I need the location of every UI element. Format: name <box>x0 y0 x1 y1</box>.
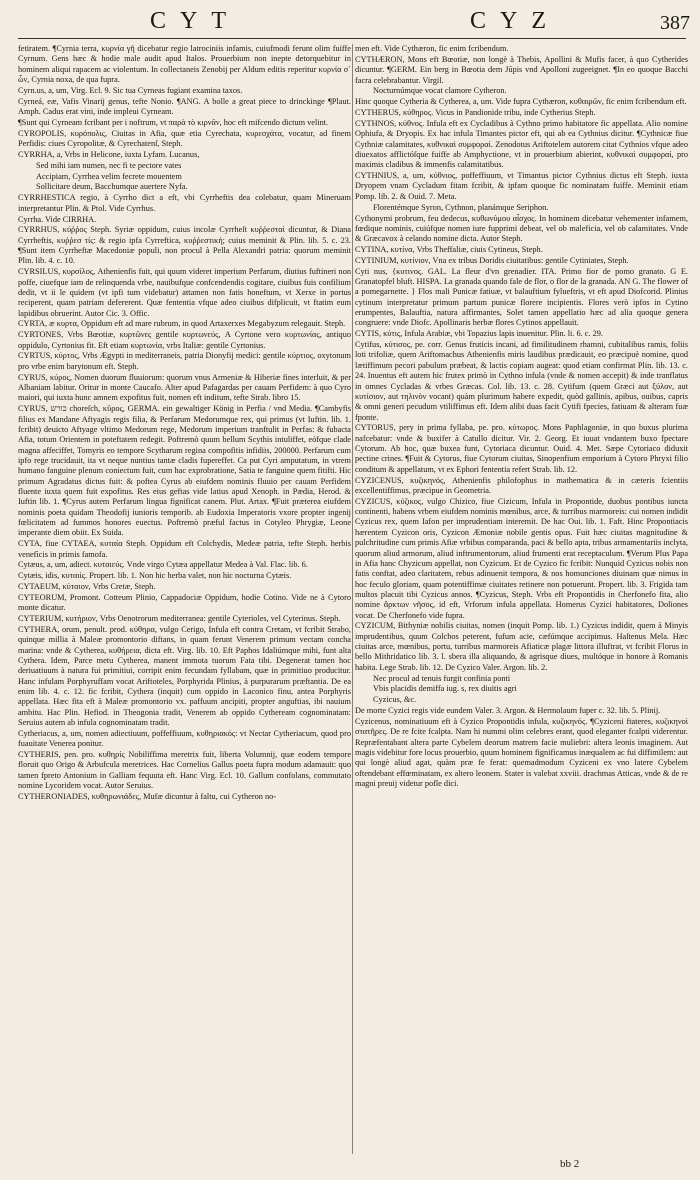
left-column <box>18 44 351 1154</box>
dictionary-entry: CYTINIUM, κυτίνιον, Vna ex tribus Doridis ciuitatibus: gentile Cytiniates, Steph. <box>355 255 629 265</box>
dictionary-entry: CYRRHA, a, Vrbs in Helicone, iuxta Lyfam. Lucanus, <box>18 149 200 159</box>
dictionary-entry: fetiratem. ¶Cyrnia terra, κυρνία γῆ dicebatur regio latrociniis infamis, cuiufmodi ferunt olim fuiffe Cyrnum. Gens hæc & hodie male audit apud Italos. Prouerbium non inepte detorquebitur in hominem aliqui rapacem ac violentum. In collectaneis Zenobij per Aldum editis reperitur κυρνία σ᾽ ὧν, Cyrnia noxa, de qua fupra. <box>18 44 351 85</box>
dictionary-entry: De morte Cyzici regis vide eundem Valer. 3. Argon. & Hermolaum fuper c. 32. lib. 5. Plinij. <box>355 706 661 716</box>
dictionary-entry: CYTHERUS, κύθηρος. Vicus in Pandionide tribu, inde Cytherius Steph. <box>355 108 596 118</box>
dictionary-entry: Florentémque Syron, Cythnon, planámque Seriphon. <box>373 202 549 212</box>
dictionary-entry: CYTA, fiue CYTAEA, κυταία Steph. Oppidum eft Colchydis, Medeæ patria, tefte Steph. herbis venefìcis in primis famofa. <box>18 539 351 559</box>
dictionary-entry: Vbis placidis demiffa iug. s, rex diuitis agri <box>373 684 517 694</box>
right-headword: CYZ <box>470 8 560 34</box>
dictionary-entry: Cyzicenus, nominatiuum eft à Cyzico Propontidis infula, κυζικηνός. ¶Cyziceni ftateres, κυζικηνοὶ στατῆρες. De re fcite fcalpta. Nam hi nummi olim celebres erant, quod eleganter fcalpti viderentur. Repræfentabant altera parte Cybelem deorum matrem facie muliebri: altera leonis imaginem. Aut magis videbitur fore locus prouerbio, quum hominem fignificamus inæqualem ac fui diffimilem: aut qui longè aliud agat, quàm præ fe ferat: quemadmodum Cyziceni ex vno latere Cybelem oftendebant effœminatam, ex altero leonem. Stater is valebat xxviii. drachmas Atticas, vnde & de re magni preuij videtur pofle dici. <box>355 717 688 789</box>
dictionary-entry: CYTHERA, orum, penult. prod. κύθηρα, vulgo Cerigo, Infula eft contra Cretam, vt fcribit Strabo, quinque millia à Maleæ promontorio diftans, in quam ferunt Venerem primum vectam concha marina: vnde & Cytherea, κυθήρεια, dicta eft. Virg. lib. 10. Eft Paphos Idaliúmque mihi, funt alta Cythera. Idem, Parce metu Cytherea, manent immota tuorum Fata tibi. Degenerat tamen hoc deriuatiuum à natura fui primitiui, corripit enim fecundam fyllabam, quæ in primitiuo producitur. Hanc infulam Porphyruffam vocat Ariftoteles, Porphyrida Plinius, à purpurarum præftantia. De ea enim lib. 4. c. 12. fic fcribit, Cythera (inquit) cum oppido in Laconico finu, antea Porphyris appellata. Hæc fita eft à Maleæ promontorio vx. paffuum ancipiti, propter anguftias, ibi nauium ambitu. Hac Plin. Hefiod. in Theogonia tradit, Venerem ab oppido Cytheream cognominatam: Seruius autem ab infula cognominatam tradit. <box>18 624 351 727</box>
signature-mark: bb 2 <box>560 1158 580 1170</box>
dictionary-entry: Cyti nus, {κυτινος. GAL. La fleur d'vn grenadier. ITA. Primo fior de pomo granato. G E. Granatopfel bluft. HISPA. La granada quando fale de flor, o flor de la granada. AN G. The flower of a pomegarnette. } Flos mali Punicæ fatiuæ, vt balauftium fylueftris, vt eft apud Diofcorid. Plinius cytinum interpretatur primum partum punicæ florere incipientis. Flores verò ipfos in Cytino erumpentes, Balauftia, natura affirmantes, Solet tamen appellatio hæc ad alia quoque genera congruere: vnde Diofc. Apollinaris herbæ flores Cytinos appellauit. <box>355 266 688 328</box>
dictionary-entry: CYRSILUS, κυρσίλος, Athenienfis fuit, qui quum videret imperium Perfarum, diutius fuftineri non poffe, ciuefque iam de relinquenda vrbe, nauibufque confcendendis cogitare, ciuibus fuis confilium dedit, vt ii le quidem (vt ipfi tum videbatur) attamen non fatis honeftum, vt Xerxe in portus reciperent, quam patriam defererent. Quæ fententia vfque adeo ciuibus difplicuit, vt ftatim eum lapidibus obruerint. Autor Cic. 3. Offic. <box>18 267 351 318</box>
dictionary-entry: Nocturnúmque vocat clamore Cytheron. <box>373 86 507 96</box>
dictionary-entry: Nec procul ad tenuis furgit confinia ponti <box>373 673 511 683</box>
dictionary-entry: Cyrn.us, a, um, Virg. Ecl. 9. Sic tua Cyrneas fugiant examina taxos. <box>18 85 243 95</box>
dictionary-entry: CYRUS, κύρος, Nomen duorum fluuiorum: quorum vnus Armeniæ & Hiberiæ fines interluit, & per Albaniam labitur. Oritur in monte Caucafo. Alter apud Pafagardas per cauam Perfidem: à quo Cyro maiori, qui iuxta hunc amnem expofitus fuit, nomen eft inditum, tefte Strab. libro 15. <box>18 372 351 403</box>
dictionary-entry: Cytæis, idis, κυταιίς. Propert. lib. 1. Non hic herba valet, non hic nocturna Cytæis. <box>18 571 292 581</box>
dictionary-entry: CYRRHESTICA regio, à Cyrrho dict a eft, vbi Cyrrheftis dea colebatur, quam Mineruam interpretantur Plin. & Ptol. Vide Cyrrhus. <box>18 193 351 213</box>
dictionary-entry: Sollicitare deum, Bacchumque auertere Nyfa. <box>36 182 188 192</box>
dictionary-entry: CYTHÆRON, Mons eft Bœotiæ, non longè à Thebis, Apollini & Mufis facer, à quo Cytherides dicuntur. ¶GERM. Ein berg in Bœotia dem Jūpis vnd Apolloni zugeeignet. ¶In eo quoque Bacchi facra celebrabantur. Virgil. <box>355 54 688 85</box>
dictionary-entry: CYZICUM, Bithyniæ nobilis ciuitas, nomen (inquit Pomp. lib. 1.) Cyzicus indidit, quem à Minyis imprudentibus, quum Colchos peterent, fufum acie, cæfúmque accipimus. Haſtenus Mela. Hæc ciuitas arce, mœnibus, portu, turribus marmoreis Afiaticæ plagæ littora illuftrat, vt fcribit Florus in bello Mithridatico lib. 3. l. sbera illa aliquando, & agrisque diues, multóque in honore à Romanis habita. Lege Strab. lib. 12. De Cyzico Valer. Argon. lib. 2. <box>355 621 688 672</box>
dictionary-entry: CYTIS, κύτις, Infula Arabiæ, vbi Topazius lapis inuenitur. Plin. li. 6. c. 29. <box>355 329 604 339</box>
left-headword: CYT <box>150 8 240 34</box>
column-divider <box>352 44 353 1154</box>
dictionary-entry: Cyzicus, &c. <box>373 695 417 705</box>
dictionary-entry: Accipiam, Cyrrhea velim fecrete mouentem <box>36 171 182 181</box>
dictionary-entry: CYRUS, כורש choreſch, κῦρος, GERMA. ein gewaltiger König in Perfia / vnd Media. ¶Cambyfis filius ex Mandane Aftyagis regis filia, & Perfarum Medorumque rex, qui primus (vt Iuftin. lib. 1. fcribit) deuicto Aftyage vltimo Medorum rege, Medorum imperium tranftulit in Perfas: & fubacta Afia, totum Orientem in poteftatem redegit. Poftremò quum bellum Scythis intuliffet, eófque clade magna affeciffet, Tomyris eo tempore Scytharum regina compofitis infidiis, 200000. Perfarum cum ipfo rege trucidauit, ita vt neque nuntius tantæ cladis fupereffet. Ca put Cyri amputatum, in vtrem humano fanguine plenum coniectum fuit, cum hac exprobratione, Satia te fanguine quem fitifti. Hic primum Agradatus dictus fuit: & poftea Cyrus ab eiufdem nominis fluuio per cauam Perfidem fluente iuxta quem fuit expofitus. Res eius geftas vide latius apud Xenoph. in Pædia, Herod. & Iuftin lib. 1. ¶Cyrus autem Perfarum lingua fignificat canem. Plut. Artax. ¶Fuit præterea eiufdem nominis poeta quidam Theodofij iunioris temporib. ab Eudoxia Imperatoris vxore propter ingenij fœlicitatem ad fummos honores euectus. Poftremò præful factus in Cotyleo Phrygiæ, Leone imperante diem obiit. Ex Suida. <box>18 404 351 538</box>
dictionary-entry: CYRRHUS, κύῤῥος Steph. Syriæ oppidum, cuius incolæ Cyrrheſt κυῤῥεσταὶ dicuntur, & Diana Cyrrheftis, κυῤῥεσ τίς: & regio ipfa Cyrreftica, κυῤῥεστικὴ; cuius meminit & Plin. lib. 5. c. 23. ¶Sunt item Cyrrheftæ Macedoniæ populi, non procul à Pella Alexandri patria: quorum meminit Plin. lib. 4. c. 10. <box>18 225 351 266</box>
dictionary-entry: Cytheriacus, a, um, nomen adiectiuum, poffeffiuum, κυθηριακός: vt Nectar Cytheriacum, quod pro fuauitate Venerea ponitur. <box>18 728 351 749</box>
dictionary-entry: CYTHNIUS, a, um, κύθνιος, poffeffiuum, vt Timantus pictor Cythnius dictus eft Steph. iuxta Dryopem vnam Cycladum fitam fcribit, & ipfam quoque fic nominatam fuiffe. Meminit etiam Pomp. lib. 2. & Ouid. 7. Meta. <box>355 171 688 201</box>
dictionary-entry: Hinc quoque Cytheria & Cytherea, a, um. Vide fupra Cythæron, κυθαιρῶν, fic enim fcribendum eft. <box>355 97 687 107</box>
dictionary-entry: Cytifus, κύτισος, pe. corr. Genus fruticis incani, ad fimilitudinem rhamni, cubitalibus ramis, foliis loti trifoliæ, quem Ariftomachus Athenienfis miris laudibus prædicauit, eo præcipuè nomine, quod lætiffimum pecori pabulum præbeat, & lactis copiam augeat: quod etiam confirmat Plin. lib. 13. c. 24. Inuentus eft autem hic frutex primò in Cythno infula (vnde & nomen accepit) & inde tranflatus in omnes Cycladas & vrbes Græcas. Col. lib. 13. c. 28. Cytifum (quem Græci aut ξύλον, aut κυτίσιον, aut τηλινὸν vocant) quàm plurimum habere expedit, quòd gallinis, apibus, ouibus, capris & omni generi pecudum vtiliffimus eft. Idem alibi duas facit Cytifi fpecies, fatiuam & alteram fuæ fponte. <box>355 340 688 422</box>
header-rule <box>18 38 686 39</box>
running-header <box>0 8 700 38</box>
dictionary-entry: CYROPOLIS, κυρόπολις, Ciuitas in Afia, quæ etia Cyrechata, κυρεσχάτα, vocatur, ad finem Perfidis: ciues Cyropolitæ, & Cyrechatenſ, Steph. <box>18 128 351 149</box>
dictionary-entry: Cythonymi probrum, feu dedecus, κυθωνύμου αἶσχος. In hominem dicebatur vehementer infamem, fœdique nominis, cuiúfque nomen iure fupprimi debeat, vel ob maleficia, vel ob calamitates. Vnde & Græcavox à celando nomine dicta. Autor Steph. <box>355 213 688 244</box>
dictionary-entry: men eft. Vide Cythæron, fic enim fcribendum. <box>355 44 509 53</box>
dictionary-entry: Cyrneá, eæ, Vafis Vinarij genus, tefte Nonio. ¶ANG. A bolle a great piece to drinckinge ¶Plaut. Amph. Cadus erat vini, inde impleui Cyrneam. <box>18 96 351 117</box>
dictionary-entry: CYTEORUM, Promont. Cotteum Plinio, Cappadociæ Oppidum, hodie Cotino. Vide ne à Cytoro monte dicatur. <box>18 592 351 613</box>
dictionary-entry: CYTINA, κυτίνα, Vrbs Theffaliæ, ciuis Cytineus, Steph. <box>355 245 543 255</box>
dictionary-entry: CYTHERIS, pen. pro. κυθηρίς Nobiliffima meretrix fuit, liberta Volumnij, quæ eodem tempore floruit quo Origo & Arbufcula meretrices. Hac Cornelius Gallus poeta fupra modum adamauit: quo tamen fpreto Antonium in Galliam fequuta eft. Hanc Virg. Ecl. 10. Gallum confolans, commutato nomine Lycoridem vocat. Autor Seruius. <box>18 750 351 791</box>
dictionary-entry: CYTERIUM, κυτήριον, Vrbs Oenotrorum mediterranea: gentile Cyterioles, vel Cyterinus. Steph. <box>18 614 341 624</box>
dictionary-entry: CYTORUS, pery in prima fyllaba, pe. pro. κύτωρος. Mons Paphlagoniæ, in quo buxus plurima nafcebatur: vnde & buxifer à Catullo dicitur. Vir. 2. Georg. Et iuuat vndantem buxo fpectare Cytorum. Ab hoc, quæ buxea funt, Cytoriaca dicuntur. Ouid. 4. Met. Sæpe Cytoriaco diduxit pectine crines. ¶Fuit & Cytorus, fiue Cytorum ciuitas, Sinopenfium emporium à Cytoro Phryxi filio conditum & appellatum, vt ex Ephori fententia refert Strab. lib. 12. <box>355 423 688 474</box>
dictionary-entry: Cyrrha. Vide CIRRHA. <box>18 214 97 224</box>
dictionary-entry: ¶Sunt qui Cyrneam fcribant per i noftrum, vt παρὰ τὸ κιρνᾶν, hoc eft mifcendo dictum velint. <box>18 117 329 127</box>
dictionary-entry: CYRTONES, Vrbs Bœotiæ, κυρτῶνες gentile κυρτωνεύς, A Cyrtone vero κυρτωνίας, antiquo oppidulo, Cyrtonius fit. Eft etiam κυρτωνία, vrbs Italiæ: gentile Cyrtonius. <box>18 330 351 350</box>
dictionary-entry: CYTHERONIADES, κυθηρωνιάδες, Mufæ dicuntur à faltu, cui Cytheron no- <box>18 791 277 801</box>
dictionary-entry: Sed mihi iam numen, nec fi te pectore vates <box>36 160 182 170</box>
dictionary-entry: CYRTUS, κύρτος, Vrbs Ægypti in mediterraneis, patria Dionyfij medici: gentile κύρτιος, oxytonum pro vrbe enim barytonum eft. Steph. <box>18 351 351 371</box>
dictionary-entry: CYTHNOS, κύθνος. Infula eft ex Cycladibus à Cythno primo habitatore fic appellata. Alio nomine Ophiufa, & Dryopis. Ex hac infula Timantes pictor eft, qui ab ea Cythnius dicitur. ¶Cythnicæ fiue Cythniæ calamitates, κυθνικαὶ συμφοραί. Zenodotus Ariftotelem autorem citat Cythnios vfque adeo diuexatos afflictóſque fuiffe ab Amphyctione, vt in prouerbium abierint, κυθνικαὶ συμφοραί, pro maximis cladibus & immenfis calamitatibus. <box>355 118 688 170</box>
dictionary-entry: Cytæus, a, um, adiect. κυταιεύς. Vnde virgo Cytæa appellatur Medea à Val. Flac. lib. 6. <box>18 560 308 570</box>
dictionary-entry: CYRTA, æ κυρτα, Oppidum eft ad mare rubrum, in quod Artaxerxes Megabyzum relegauit. Steph. <box>18 319 346 329</box>
page-number: 387 <box>660 12 690 34</box>
right-column <box>355 44 688 1154</box>
dictionary-entry: CYZICUS, κύζικος, vulgo Chizico, fiue Cizicum, Infula in Propontide, duobus pontibus iuncta continenti, habens vrbem eiufdem nominis mœnibus, arce, & turribus marmoreis: cui nomen indidit Cyzicus rex, quem Iafon per imprudentiam interemit. De hac Oui. lib. 1. Faft. Hinc Propontiacis hærentem Cyzicon oris, Cyzicon Æmoniæ nobile gentis opus. Fuit hæc ciuitas magnitudine & pulchritudine cum primis Afiæ vrbibus comparanda, paci & bello apta, tribus armamentariis inclyta, quorum aliud armorum, aliud inftrumentorum, aliud frumenti erat receptaculum. ¶Verum Plus Papa in Afia hanc Chyzicum appellat, non Cyzicum. Et de Cyzico fic fcribit: Nunquid Cyzicus nobis non fatis conftat, adeo claritatem, rebus adinuenit tempora, & nos homunciones diuinam quæ nimus in hoc feculo gloriam, quam potentiffimæ ciuitates retinere non potuerunt. Propert. lib. 3. Frigida tam multos placuit tibi Cyzicus annos. ¶Cyzicus, Steph. Vrbs eft Propontidis in Cherfonefo fita, alio nomine ἄρκτων νῆσος, id eft, Vrforum infula appellata. Homerus Cyzici habitatores, Doliones vocat. De Cherfonefo vide fupra. <box>355 496 688 620</box>
dictionary-entry: CYTAEUM, κύταιον, Vrbs Cretæ, Steph. <box>18 582 156 592</box>
dictionary-entry: CYZICENUS, κυζικηνός, Athenienfis philofophus in mathematica & in cæteris fcientiis excellentiffimus, præcipue in Geometria. <box>355 475 688 495</box>
